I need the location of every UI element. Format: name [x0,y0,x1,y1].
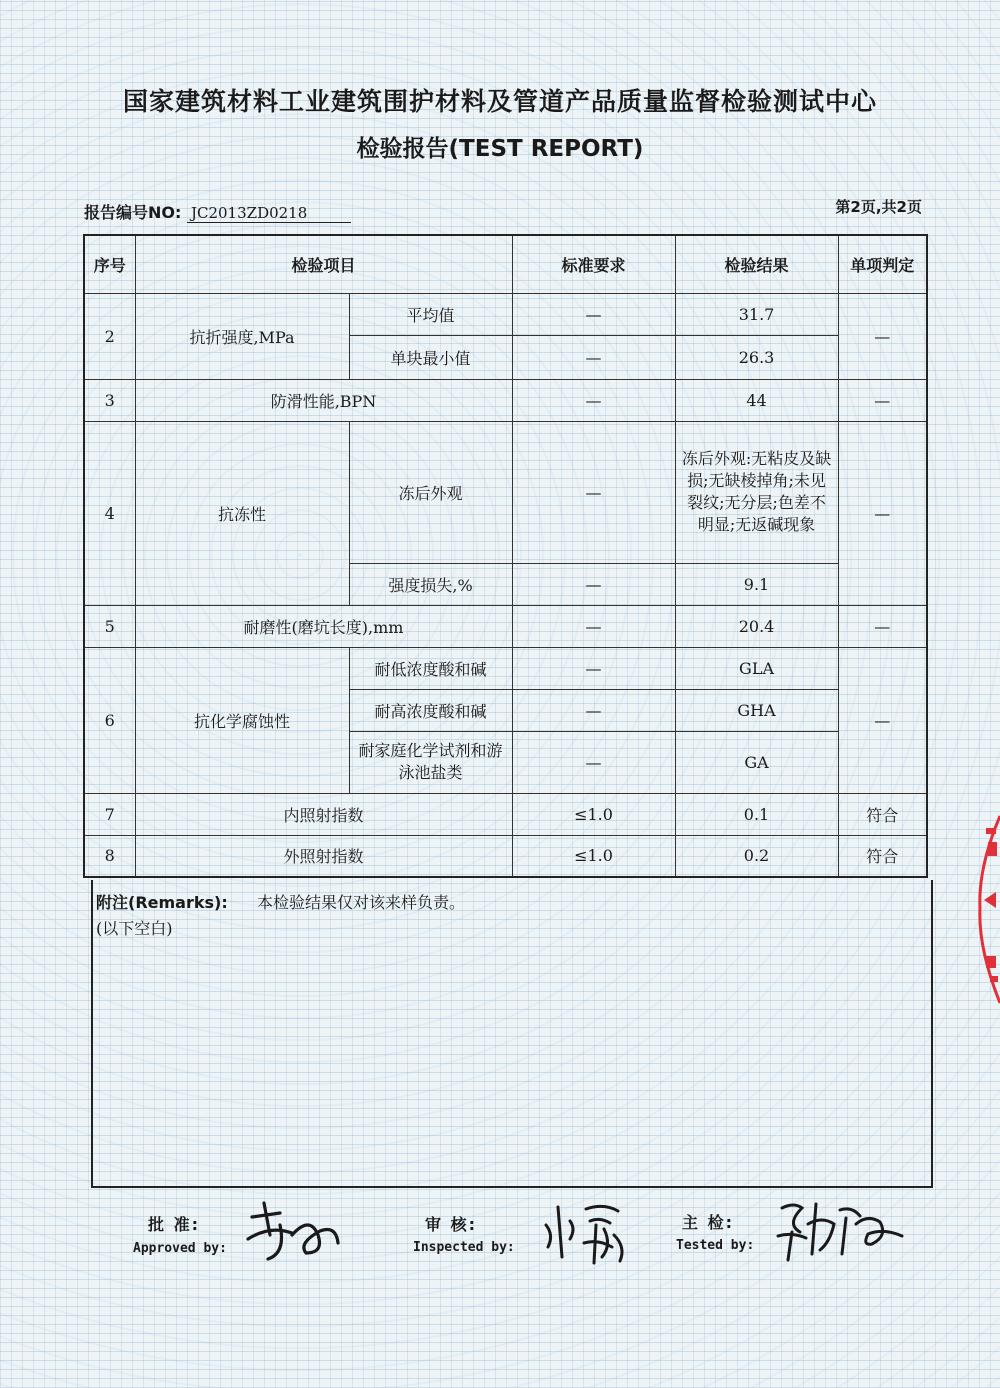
header-no: 序号 [84,235,135,293]
cell-item: 耐磨性(磨坑长度),mm [135,605,512,647]
table-row [84,647,927,689]
cell-subitem: 耐低浓度酸和碱 [349,647,512,689]
cell-subitem: 冻后外观 [349,421,512,563]
header-result: 检验结果 [675,235,838,293]
cell-subitem: 耐高浓度酸和碱 [349,689,512,731]
table-row [84,605,927,647]
cell-result: 0.1 [675,793,838,835]
institution-title: 国家建筑材料工业建筑围护材料及管道产品质量监督检验测试中心 [122,87,877,116]
tested-label-cn: 主 检: [682,1213,734,1232]
cell-verdict: 符合 [838,835,927,877]
tested-signature [772,1188,912,1268]
cell-result: 26.3 [675,335,838,379]
cell-item: 抗折强度,MPa [135,293,349,379]
cell-standard: — [512,731,675,793]
cell-subitem: 强度损失,% [349,563,512,605]
cell-standard: — [512,335,675,379]
inspected-label-cn: 审 核: [425,1215,477,1234]
cell-no: 2 [84,293,135,379]
cell-result: 冻后外观:无粘皮及缺损;无缺棱掉角;未见裂纹;无分层;色差不明显;无返碱现象 [675,421,838,563]
report-number-label: 报告编号NO: [84,203,182,222]
cell-verdict: — [838,421,927,605]
table-row [84,835,927,877]
remarks-blank-note: (以下空白) [96,919,173,938]
cell-standard: — [512,605,675,647]
cell-verdict: — [838,379,927,421]
approved-label-cn: 批 准: [148,1215,200,1234]
cell-result: GHA [675,689,838,731]
header-verdict: 单项判定 [838,235,927,293]
cell-verdict: — [838,293,927,379]
inspected-signature [540,1195,635,1270]
cell-verdict: — [838,647,927,793]
cell-standard: — [512,421,675,563]
cell-verdict: — [838,605,927,647]
cell-result: GLA [675,647,838,689]
inspected-label-en: Inspected by: [413,1240,515,1255]
cell-subitem: 耐家庭化学试剂和游泳池盐类 [349,731,512,793]
tested-label-en: Tested by: [676,1238,755,1253]
table-header-row [84,235,927,293]
cell-item: 抗化学腐蚀性 [135,647,349,793]
cell-item: 外照射指数 [135,835,512,877]
page-info: 第2页,共2页 [835,198,922,216]
table-row [84,793,927,835]
cell-no: 8 [84,835,135,877]
cell-result: 44 [675,379,838,421]
table-row [84,379,927,421]
cell-standard: — [512,563,675,605]
cell-item: 内照射指数 [135,793,512,835]
cell-item: 防滑性能,BPN [135,379,512,421]
cell-no: 5 [84,605,135,647]
cell-subitem: 单块最小值 [349,335,512,379]
cell-standard: — [512,647,675,689]
header-item: 检验项目 [135,235,512,293]
cell-result: 9.1 [675,563,838,605]
cell-no: 7 [84,793,135,835]
cell-standard: — [512,293,675,335]
cell-result: GA [675,731,838,793]
cell-result: 31.7 [675,293,838,335]
cell-item: 抗冻性 [135,421,349,605]
cell-no: 4 [84,421,135,605]
report-number [84,200,351,223]
cell-no: 3 [84,379,135,421]
report-title: 检验报告(TEST REPORT) [356,136,644,162]
table-row [84,293,927,335]
remarks-box [91,880,933,1188]
cell-result: 0.2 [675,835,838,877]
cell-subitem: 平均值 [349,293,512,335]
remarks-text: 本检验结果仅对该来样负责。 [257,893,466,912]
report-number-value: JC2013ZD0218 [187,204,351,223]
approved-label-en: Approved by: [133,1241,227,1256]
remarks-label: 附注(Remarks): [96,893,228,912]
official-stamp [970,808,1000,1008]
table-row [84,421,927,563]
test-results-table [83,234,928,878]
cell-no: 6 [84,647,135,793]
cell-result: 20.4 [675,605,838,647]
cell-verdict: 符合 [838,793,927,835]
cell-standard: — [512,379,675,421]
cell-standard: ≤1.0 [512,835,675,877]
cell-standard: — [512,689,675,731]
approved-signature [240,1195,345,1265]
header-standard: 标准要求 [512,235,675,293]
cell-standard: ≤1.0 [512,793,675,835]
